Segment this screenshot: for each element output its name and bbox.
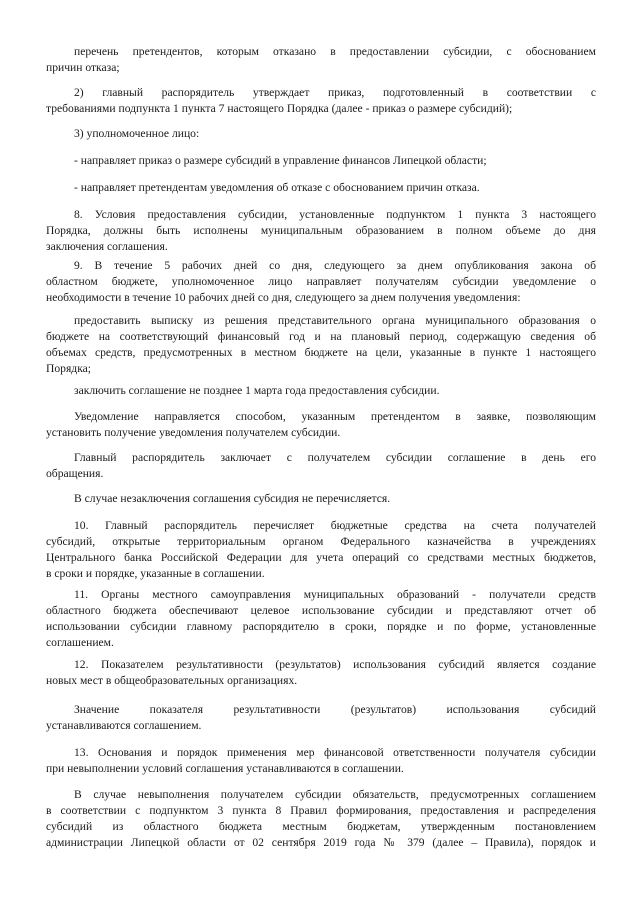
paragraph-section-13 (46, 745, 596, 777)
paragraph-section-10 (46, 518, 596, 582)
text-line: - направляет претендентам уведомления об отказе с обоснованием причин отказа. (74, 181, 480, 194)
text-line: администрации Липецкой области от 02 сентября 2019 года № 379 (далее – Правила), порядок и (46, 836, 596, 849)
paragraph-notification-method (46, 409, 596, 441)
paragraph-section-11 (46, 587, 596, 651)
text-line: заключения соглашения. (46, 240, 168, 253)
text-line: новых мест в общеобразовательных организациях. (46, 674, 298, 687)
text-line: 13. Основания и порядок применения мер финансовой ответственности получателя субсидии (74, 746, 596, 759)
text-line: причин отказа; (46, 61, 120, 74)
text-line: обращения. (46, 467, 104, 480)
text-line: требованиями подпункта 1 пункта 7 настоящего Порядка (далее - приказ о размере субсидий); (46, 102, 513, 115)
text-line: соглашением. (46, 636, 114, 649)
text-line: бюджете на соответствующий финансовый год и на плановый период, содержащую сведения об (46, 330, 596, 343)
text-line: 12. Показателем результативности (результатов) использования субсидий является создание (74, 658, 596, 671)
text-line: 11. Органы местного самоуправления муниципальных образований - получатели средств (74, 588, 596, 601)
text-line: Главный распорядитель заключает с получателем субсидии соглашение в день его (74, 451, 596, 464)
text-line: - направляет приказ о размере субсидий в управление финансов Липецкой области; (74, 154, 487, 167)
paragraph-indicator-value (46, 702, 596, 734)
text-line: использовании субсидии главному распорядителю в сроки, порядке и по форме, установленные (46, 620, 596, 633)
paragraph-section-12 (46, 657, 596, 689)
text-line: 9. В течение 5 рабочих дней со дня, следующего за днем опубликования закона об (74, 259, 596, 272)
paragraph-item-2 (46, 85, 596, 117)
text-line: в сроки и порядке, указанные в соглашении. (46, 567, 265, 580)
text-line: заключить соглашение не позднее 1 марта года предоставления субсидии. (74, 384, 440, 397)
text-line: Уведомление направляется способом, указанным претендентом в заявке, позволяющим (74, 410, 596, 423)
paragraph-sign-agreement (60, 383, 596, 399)
paragraph-item-3 (60, 126, 596, 142)
paragraph-provide-extract (46, 313, 596, 377)
text-line: 3) уполномоченное лицо: (74, 127, 200, 140)
paragraph-section-8 (46, 207, 596, 255)
paragraph-dash-1 (60, 153, 596, 169)
text-line: перечень претендентов, которым отказано в предоставлении субсидии, с обоснованием (74, 45, 596, 58)
text-line: 8. Условия предоставления субсидии, установленные подпунктом 1 пункта 3 настоящего (74, 208, 596, 221)
text-line: объемах средств, предусмотренных в местном бюджете на цели, указанные в пункте 1 настоящего (46, 346, 596, 359)
text-line: установить получение уведомления получателем субсидии. (46, 426, 341, 439)
text-line: 10. Главный распорядитель перечисляет бюджетные средства на счета получателей (74, 519, 596, 532)
text-line: субсидий из областного бюджета местным бюджетам, утвержденным постановлением (46, 820, 596, 833)
text-line: Порядка, должны быть исполнены муниципальным образованием в полном объеме до дня (46, 224, 596, 237)
text-line: 2) главный распорядитель утверждает приказ, подготовленный в соответствии с (74, 86, 596, 99)
text-line: областном бюджете, уполномоченное лицо направляет получателям субсидии уведомление о (46, 275, 596, 288)
paragraph-refusal-list (46, 44, 596, 76)
paragraph-non-fulfillment (46, 787, 596, 851)
paragraph-dash-2 (60, 180, 596, 196)
text-line: Порядка; (46, 362, 92, 375)
text-line: субсидий, открытые территориальным органом Федерального казначейства в учреждениях (46, 535, 596, 548)
text-line: В случае невыполнения получателем субсидии обязательств, предусмотренных соглашением (74, 788, 596, 801)
paragraph-main-manager (46, 450, 596, 482)
text-line: Значение показателя результативности (результатов) использования субсидий (74, 703, 596, 716)
text-line: областного бюджета обеспечивают целевое использование субсидии и представляют отчет об (46, 604, 596, 617)
text-line: необходимости в течение 10 рабочих дней со дня, следующего за днем получения уведомления: (46, 291, 521, 304)
text-line: В случае незаключения соглашения субсидия не перечисляется. (74, 492, 391, 505)
text-line: устанавливаются соглашением. (46, 719, 202, 732)
paragraph-no-agreement (60, 491, 596, 507)
text-line: Центрального банка Российской Федерации для учета операций со средствами местных бюджетов, (46, 551, 596, 564)
paragraph-section-9 (46, 258, 596, 306)
text-line: предоставить выписку из решения представительного органа муниципального образования о (74, 314, 596, 327)
text-line: в соответствии с подпунктом 3 пункта 8 Правил формирования, предоставления и распределения (46, 804, 596, 817)
text-line: при невыполнении условий соглашения устанавливаются в соглашении. (46, 762, 404, 775)
